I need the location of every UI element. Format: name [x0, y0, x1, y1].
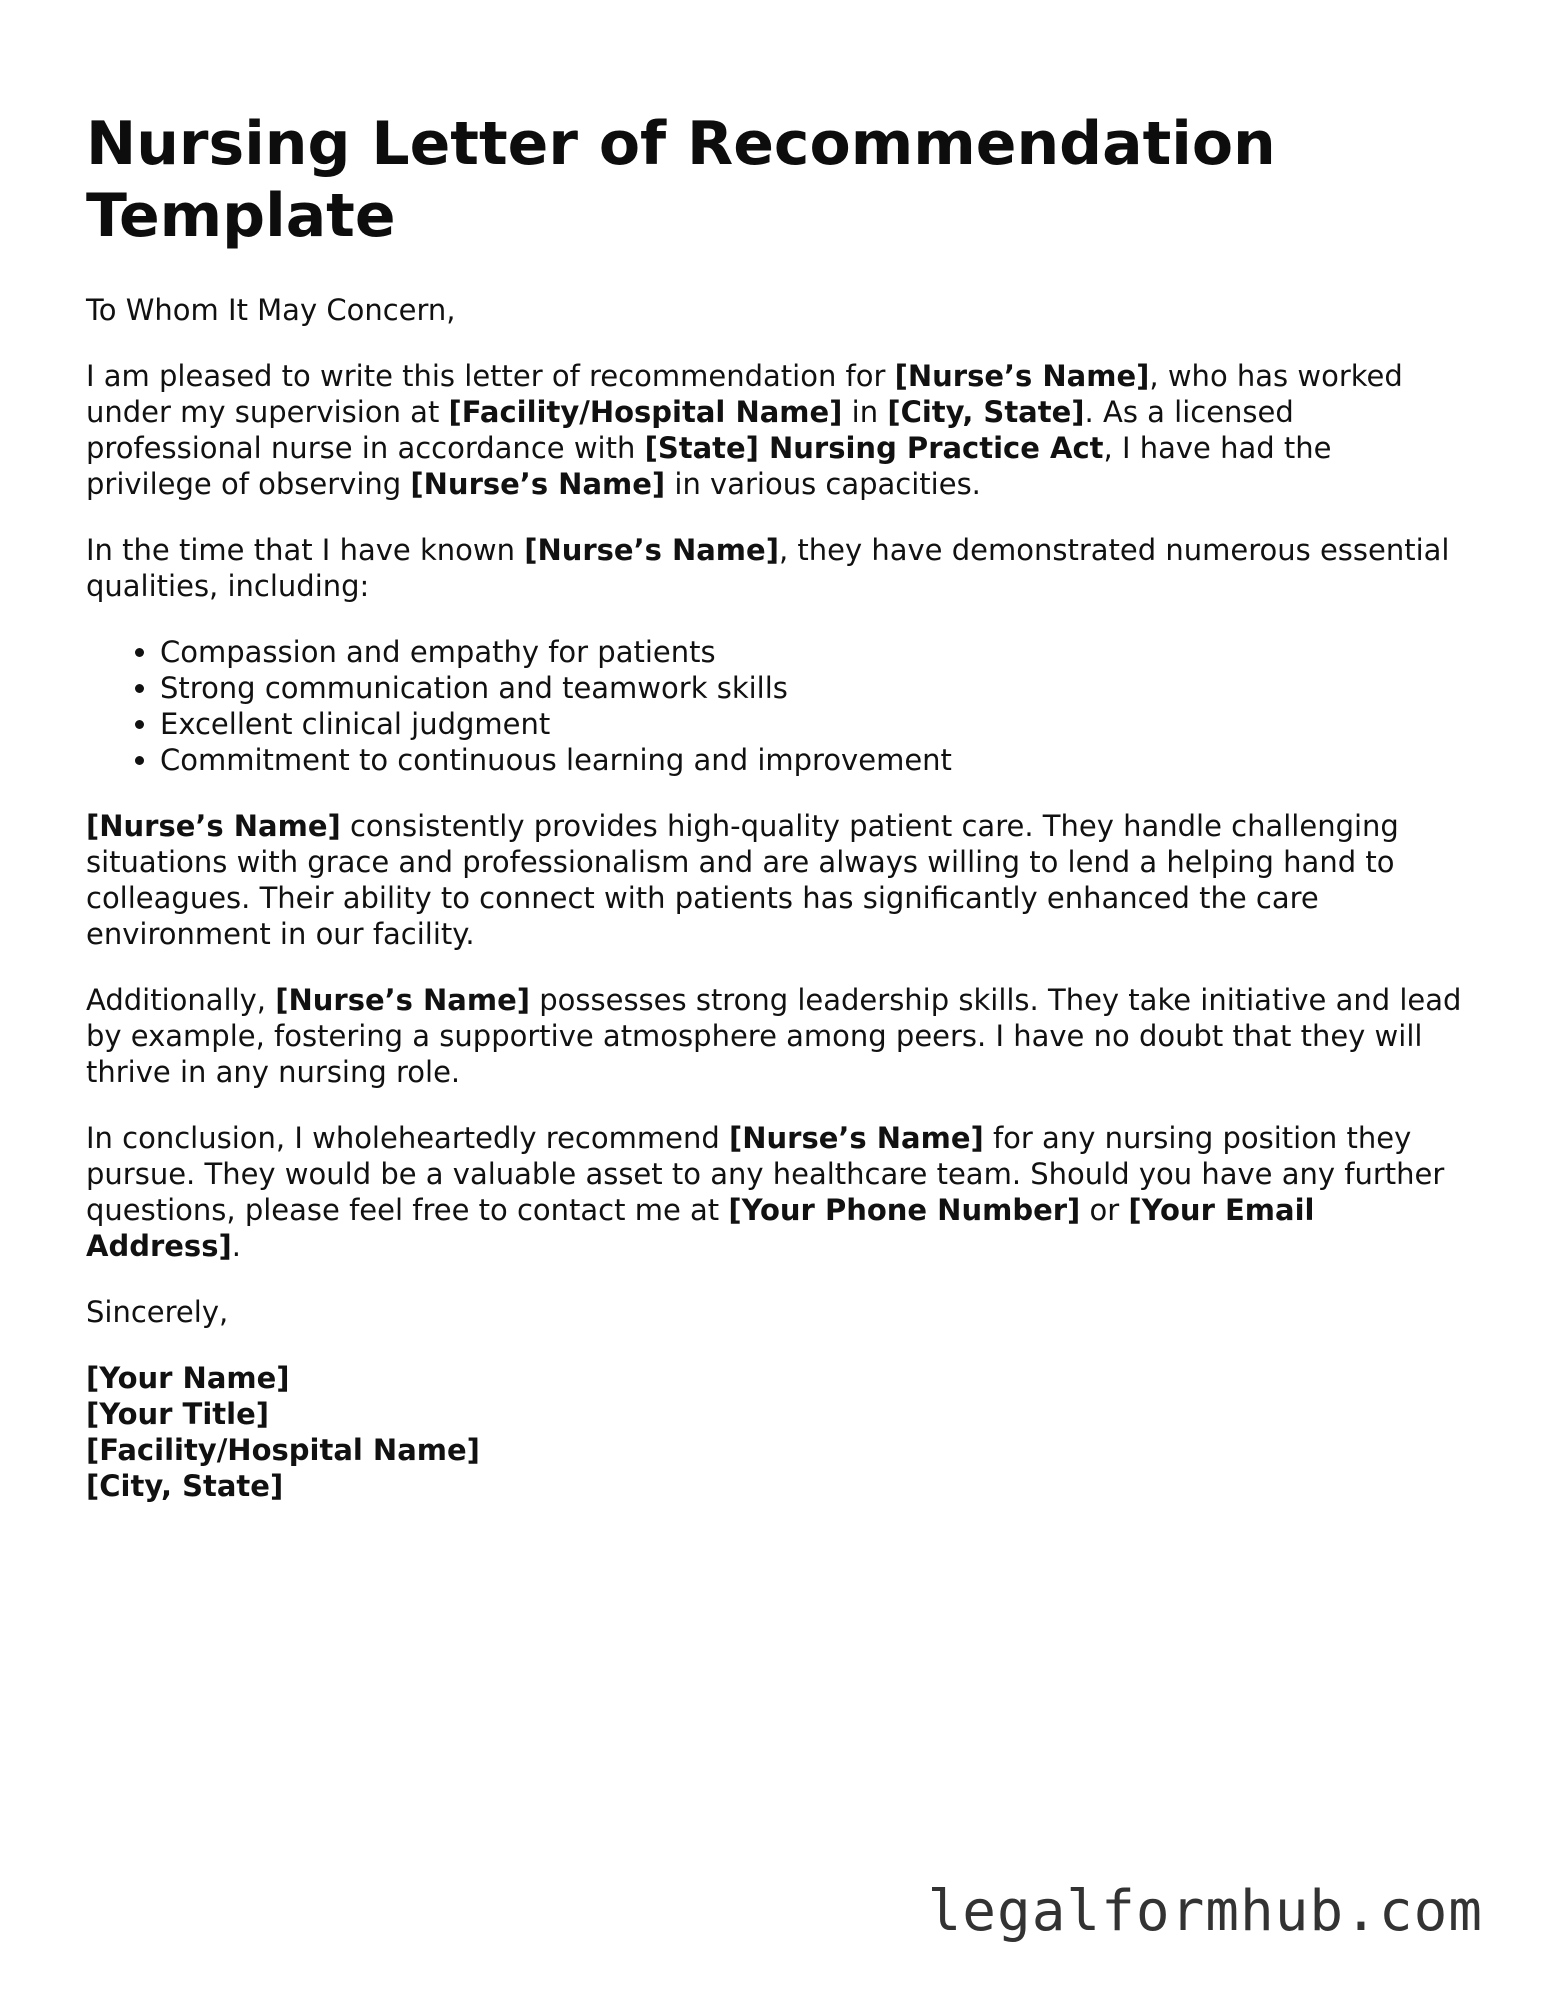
text-run: , I have had the privilege of observing — [86, 431, 1332, 501]
placeholder-facility: [Facility/Hospital Name] — [448, 395, 843, 429]
signature-facility: [Facility/Hospital Name] — [86, 1433, 480, 1467]
intro-paragraph — [86, 358, 1466, 502]
signature-block — [86, 1360, 1466, 1504]
text-run: Additionally, — [86, 983, 276, 1017]
text-run: in — [842, 395, 888, 429]
text-run: . — [231, 1229, 241, 1263]
leadership-paragraph — [86, 982, 1466, 1090]
text-run: for any nursing position they pursue. They would be a valuable asset to any healthcare team. Should you have any further questions, please feel free to contact me at — [86, 1121, 1445, 1227]
page-title: Nursing Letter of Recommendation Template — [86, 109, 1276, 251]
placeholder-practice-act: [State] Nursing Practice Act — [644, 431, 1104, 465]
placeholder-nurse-name: [Nurse’s Name] — [410, 467, 666, 501]
signature-name: [Your Name] — [86, 1361, 290, 1395]
salutation: To Whom It May Concern, — [86, 293, 456, 327]
placeholder-nurse-name: [Nurse’s Name] — [728, 1121, 984, 1155]
list-item: • Strong communication and teamwork skills — [160, 670, 1466, 706]
signature-title: [Your Title] — [86, 1397, 270, 1431]
text-run: . As a licensed professional nurse in accordance with — [86, 395, 1294, 465]
text-run: possesses strong leadership skills. They take initiative and lead by example, fostering a supportive atmosphere among peers. I have no doubt that they will thrive in any nursing role. — [86, 983, 1462, 1089]
closing: Sincerely, — [86, 1295, 229, 1329]
list-item: • Compassion and empathy for patients — [160, 634, 1466, 670]
text-run: , they have demonstrated numerous essential qualities, including: — [86, 533, 1450, 603]
text-run: in various capacities. — [665, 467, 981, 501]
placeholder-phone: [Your Phone Number] — [728, 1193, 1081, 1227]
list-item: • Excellent clinical judgment — [160, 706, 1466, 742]
text-run: I am pleased to write this letter of recommendation for — [86, 359, 895, 393]
placeholder-nurse-name: [Nurse’s Name] — [524, 533, 779, 567]
watermark: legalformhub.com — [927, 1879, 1483, 1944]
conclusion-paragraph — [86, 1120, 1466, 1264]
text-run: consistently provides high-quality patient care. They handle challenging situations with grace and professionalism and are always willing to lend a helping hand to colleagues. Their ability to connect with patients has significantly enhanced the care environment in our facility. — [86, 809, 1399, 951]
letter-page — [86, 108, 1466, 1504]
placeholder-email: [Your Email Address] — [86, 1193, 1315, 1263]
placeholder-city-state: [City, State] — [887, 395, 1085, 429]
qualities-intro-paragraph — [86, 532, 1466, 604]
signature-location: [City, State] — [86, 1469, 284, 1503]
text-run: , who has worked under my supervision at — [86, 359, 1403, 429]
list-item: • Commitment to continuous learning and improvement — [160, 742, 1466, 778]
placeholder-nurse-name: [Nurse’s Name] — [275, 983, 531, 1017]
text-run: In the time that I have known — [86, 533, 525, 567]
qualities-list — [86, 634, 1466, 778]
placeholder-nurse-name: [Nurse’s Name] — [86, 809, 341, 843]
patient-care-paragraph — [86, 808, 1466, 952]
text-run: or — [1080, 1193, 1129, 1227]
placeholder-nurse-name: [Nurse’s Name] — [894, 359, 1150, 393]
text-run: In conclusion, I wholeheartedly recommend — [86, 1121, 729, 1155]
